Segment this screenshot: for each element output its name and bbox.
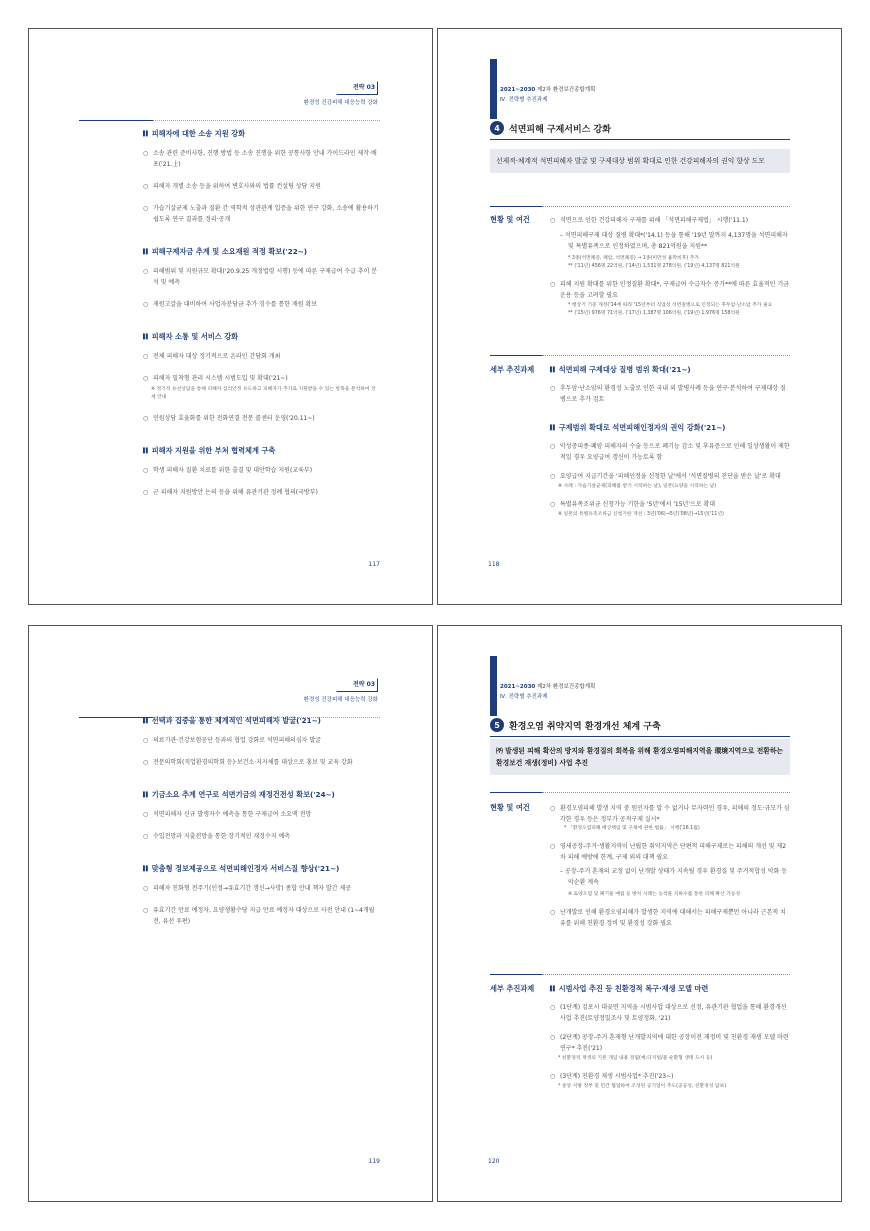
page-number: 117 — [368, 561, 380, 568]
section-number: 4 — [490, 121, 504, 135]
label-rule — [490, 206, 542, 207]
tasks-content — [550, 365, 791, 519]
list-item: ○ 악성중피종·폐암 피해자의 수술 등으로 폐기능 감소 및 후유증으로 인해 일상생활이 제한적일 경우 요양급여 갱신이 가능토록 함 — [550, 441, 791, 463]
section-title: ▌▌ 피해자 소통 및 서비스 강화 — [143, 332, 380, 342]
tasks-label: 세부 추진과제 — [490, 365, 535, 374]
accent-bar — [490, 656, 497, 716]
list-item: ○ 영세공장-주거·생활지역이 난립한 취약지역은 단편적 피해구제로는 피해의 개선 및 제2차 피해 예방에 한계, 구제 외의 대책 필요 — [550, 841, 791, 863]
section-heading — [490, 121, 611, 135]
footnote: * 「환경오염피해 배상책임 및 구제에 관한 법률」 시행('16.1월) — [564, 826, 700, 831]
footnote: ※ 토양오염 및 폐기물 매립 등 방치 사례는 농작물 지하수를 통한 피해 확산 가능성 — [568, 892, 741, 897]
list-item: ○ 후두암·난소암의 환경성 노출로 인한 국내 외 발병사례 등을 연구·분석하여 구제대상 질병으로 추가 검토 — [550, 383, 791, 405]
page-119 — [28, 625, 433, 1202]
page-120 — [437, 625, 842, 1202]
list-item: ○ (3단계) 친환경 재생 시범사업* 추진('23~) — [550, 1071, 791, 1082]
list-item: ○ 특별유족조위금 신청가능 기한을 '5년'에서 '15년'으로 확대 — [550, 499, 791, 510]
section-title: ▌▌ 피해구제자금 추계 및 소요재원 적정 확보('22~) — [143, 247, 380, 257]
list-item: ○ 피해범위 및 지원규모 확대('20.9.25 개정법령 시행) 등에 따른 구제급여 수급 추이 분석 및 예측 — [143, 266, 380, 288]
section-title: ▌▌ 기금소요 추계 연구로 석면기금의 재정건전성 확보('24~) — [143, 790, 380, 800]
footnote: ** ('15년) 976명 71억원, ('17년) 1,387명 106억원, ('19년) 1,976명 158억원 — [568, 311, 740, 316]
chapter-title: Ⅳ. 전략별 추진과제 — [500, 694, 548, 700]
footnote: * 3종(석면폐증, 폐암, 석면폐증) → 1종(미만성 흉막비후) 추가 — [568, 256, 700, 261]
list-item: ○ 요양급여 지급기간을 '피해인정을 신청한 날'에서 '석면질병의 진단을 받은 날'로 확대 — [550, 471, 791, 482]
dotted-rule — [542, 206, 790, 207]
goal-box: 선제적·체계적 석면피해자 발굴 및 구제대상 범위 확대로 인한 건강피해자의 권익 향상 도모 — [490, 149, 790, 173]
list-item: ○ 군 피해자 지원방안 논의 등을 위해 유관기관 정례 협의(국방부) — [143, 487, 380, 498]
label-rule — [490, 792, 542, 793]
page-number: 118 — [488, 561, 500, 568]
list-item: ○ 소송 관련 준비사항, 진행 방법 등 소송 진행을 위한 공통사항 안내 가이드라인 제작·배포('21.上) — [143, 148, 380, 170]
header-rule — [79, 120, 153, 121]
status-label: 현황 및 여건 — [490, 215, 530, 224]
dotted-rule — [542, 355, 790, 356]
list-item: ○ 환경오염피해 발생 지역 중 원인자를 알 수 없거나 무자력인 경우, 피해의 정도·규모가 심각한 경우 등은 정부가 공적구제 실시* — [550, 803, 791, 825]
label-rule — [490, 355, 542, 356]
status-label: 현황 및 여건 — [490, 803, 530, 812]
running-title: 2021~2030 제2차 환경보건종합계획 — [500, 684, 596, 690]
content — [143, 716, 380, 938]
footnote: * 행상기 기준 개정('14에 따라 '15년부터 직업성 석면질병으로 인정되는 후두암·난소암 추가 필요 — [568, 303, 773, 308]
list-item: ○ 피해자 밀착형 관리 시스템 시범도입 및 확대('21~) — [143, 373, 380, 384]
task-title: ▌▌ 석면피해 구제대상 질병 범위 확대('21~) — [550, 365, 791, 375]
list-item: ○ 전체 피해자 대상 정기적으로 온라인 간담회 개최 — [143, 351, 380, 362]
chapter-title: Ⅳ. 전략별 추진과제 — [500, 97, 548, 103]
content — [143, 129, 380, 509]
strategy-number: 전략 03 — [352, 681, 375, 688]
strategy-number: 전략 03 — [352, 84, 375, 91]
sub-item: – 석면피해구제 대상 질병 확대*('14.1) 등을 통해 '19년 말까지 4,137명을 석면피해자 및 특별유족으로 인정하였으며, 총 821억원을 지원** — [560, 232, 788, 250]
tasks-content — [550, 984, 791, 1091]
task-title: ▌▌ 구제범위 확대로 석면피해인정자의 권익 강화('21~) — [550, 423, 791, 433]
list-item: ○ (2단계) 공장-주거 혼재형 난개발지역에 대한 공장이전 재정비 및 친환경 재생 모델 마련 연구* 추진('21) — [550, 1032, 791, 1054]
sub-item: – 공장-주거 혼재의 교정 없이 난개발 상태가 지속될 경우 환경질 및 주거적합성 악화 등 악순환 계속 — [560, 868, 788, 886]
strategy-title: 환경성 건강피해 대응능력 강화 — [303, 100, 378, 106]
page-number: 119 — [368, 1158, 380, 1165]
heading-rule — [490, 736, 790, 737]
list-item: ○ 의료기관·건강보험공단 등과의 협업 강화로 석면피해의심자 발굴 — [143, 735, 380, 746]
list-item: ○ 난개발로 인해 환경오염피해가 발생한 지역에 대해서는 피해구제뿐만 아니라 근본적 치유를 위해 친환경 정비 및 환경성 강화 필요 — [550, 907, 791, 929]
section-title: 석면피해 구제서비스 강화 — [509, 124, 611, 135]
tasks-label: 세부 추진과제 — [490, 984, 535, 993]
header-dotted-rule — [153, 120, 380, 121]
section-title: ▌▌ 선택과 집중을 통한 체계적인 석면피해자 발굴('21~) — [143, 716, 380, 726]
note: ※ 일본의 특별유족조위금 신청기한 개선 : 3년('06)→5년('08년)→15년('11년) — [558, 512, 724, 517]
section-title: ▌▌ 피해자 지원을 위한 부처 협력체계 구축 — [143, 446, 380, 456]
list-item: ○ 수입전망과 지출전망을 통한 장기적인 재정수지 예측 — [143, 831, 380, 842]
strategy-title: 환경성 건강피해 대응능력 강화 — [303, 697, 378, 703]
list-item: ○ 가습기살균제 노출과 질환 간 역학적 상관관계 입증을 위한 연구 강화, 소송에 활용하기 쉽도록 연구 결과를 정리·공개 — [143, 203, 380, 225]
note: * 중앙·지방 정부 및 민간 협업하여 조성된 공기업이 추도(공공성, 친환경성 담보) — [558, 1084, 727, 1089]
section-title: ▌▌ 맞춤형 정보제공으로 석면피해인정자 서비스질 향상('21~) — [143, 864, 380, 874]
page-number: 120 — [488, 1158, 500, 1165]
list-item: ○ 재원고갈을 대비하여 사업자분담금 추가 징수를 통한 재원 확보 — [143, 299, 380, 310]
list-item: ○ 민원상담 효율화를 위한 전화연결 전문 콜센터 운영('20.11~) — [143, 413, 380, 424]
dotted-rule — [542, 792, 790, 793]
list-item: ○ 석면으로 인한 건강피해자 구제를 위해 「석면피해구제법」 시행('11.1) — [550, 215, 791, 226]
note: * 친환경적 재생의 기본 개념 내용 정립(예:디지털/물 순환형 생태 도시 등) — [558, 1056, 713, 1061]
list-item: ○ 피해자 개별 소송 등을 위하여 변호사와의 법률 컨설팅 상담 지원 — [143, 181, 380, 192]
task-title: ▌▌ 시범사업 추진 등 친환경적 복구·재생 모델 마련 — [550, 984, 791, 994]
dotted-rule — [542, 974, 790, 975]
status-content — [550, 215, 791, 318]
list-item: ○ 석면피해자 신규 발생자수 예측을 통한 구제급여 소요액 전망 — [143, 809, 380, 820]
status-content — [550, 803, 791, 937]
note: ※ 사례 : 가습기살균제(피해를 받기 시작하는 날), 일본(요양을 시작하는 날) — [558, 484, 717, 489]
header-rule — [79, 717, 153, 718]
list-item: ○ 학생 피해자 질환 치료를 위한 출결 및 대안학습 지원(교육부) — [143, 465, 380, 476]
section-title: ▌▌ 피해자에 대한 소송 지원 강화 — [143, 129, 380, 139]
page-118 — [437, 28, 842, 605]
list-item: ○ 전문의학회(직업환경의학회 등)·보건소·지자체를 대상으로 홍보 및 교육 강화 — [143, 757, 380, 768]
note: ※ 정기적 유선상담을 통해 피해자 심리안정 유도하고 피해자가 추가로 지원받을 수 있는 항목을 분석하여 상세 안내 — [151, 387, 376, 400]
section-title: 환경오염 취약지역 환경개선 체계 구축 — [509, 721, 661, 732]
list-item: ○ 유효기간 만료 예정자, 요양생활수당 지급 만료 예정자 대상으로 사전 안내 (1~4개월 전, 유선 우편) — [143, 905, 380, 927]
footnote: ** ('11년) 456명 22억원, ('14년) 1,531명 278억원, ('19년) 4,137명 821억원 — [568, 264, 740, 269]
list-item: ○ (1단계) 김포시 대곶면 지역을 시범사업 대상으로 선정, 유관기관 협업을 통해 환경개선사업 추진(토양정밀조사 및 토양정화, '21) — [550, 1002, 791, 1024]
list-item: ○ 피해자 친화형 전주기(인정→유효기간 갱신→사망) 종합 안내 책자 발간 제공 — [143, 883, 380, 894]
heading-rule — [490, 139, 790, 140]
list-item: ○ 피해 지원 확대를 위한 인정질환 확대*, 구제급여 수급자수 증가**에 따른 효율적인 기금 운용 등을 고려할 필요 — [550, 279, 791, 301]
label-rule — [490, 974, 542, 975]
running-title: 2021~2030 제2차 환경보건종합계획 — [500, 87, 596, 93]
page-117 — [28, 28, 433, 605]
accent-bar — [490, 59, 497, 119]
section-heading — [490, 718, 661, 732]
section-number: 5 — [490, 718, 504, 732]
goal-box: ㈜ 발생된 피해 확산의 방지와 환경질의 회복을 위해 환경오염피해지역을 環境지역으로 전환하는 환경보건 재생(정비) 사업 추진 — [490, 739, 790, 775]
